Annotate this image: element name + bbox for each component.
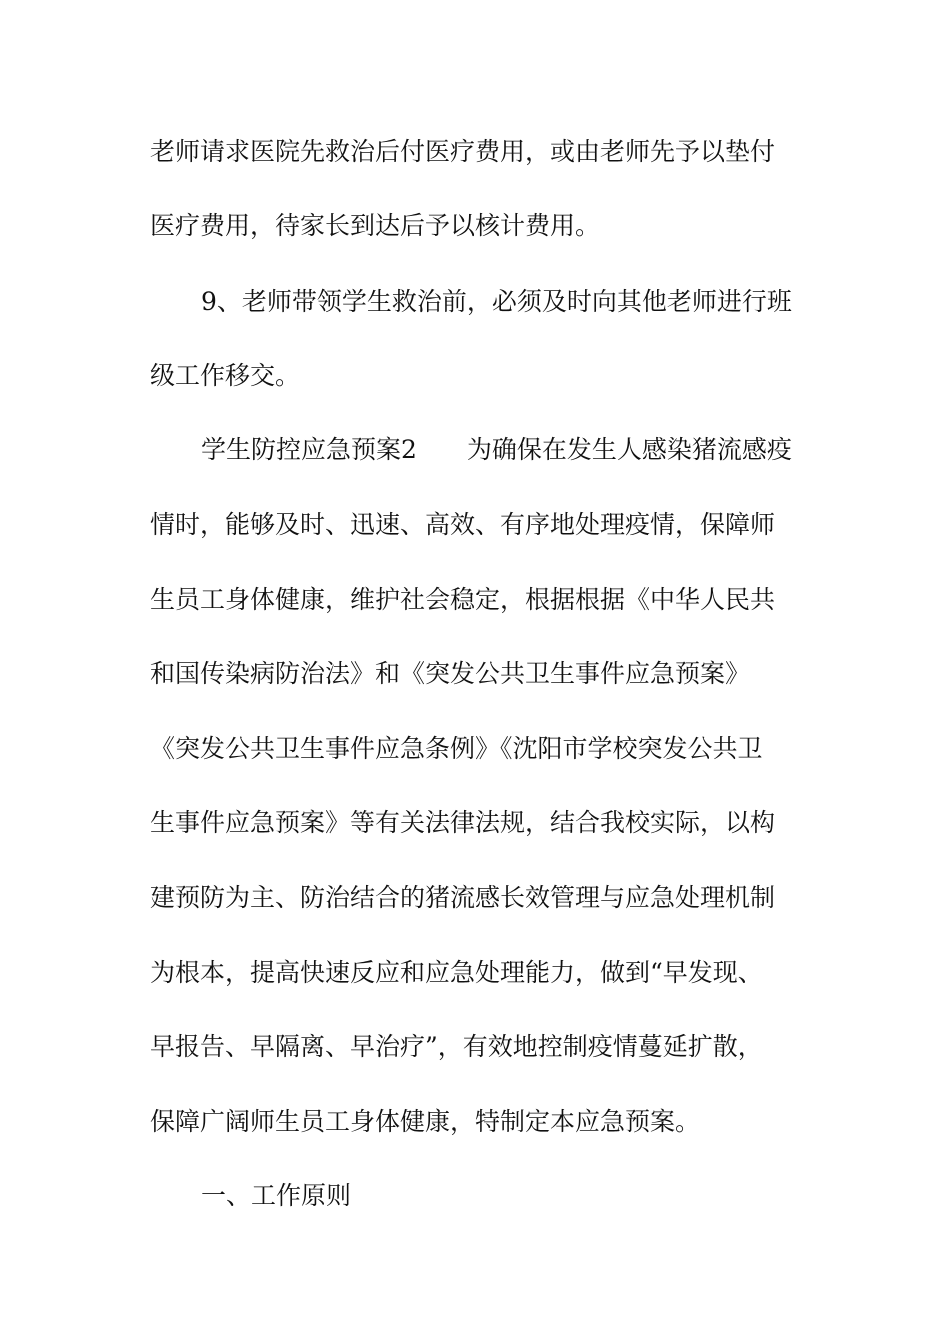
text-line-6: 情时，能够及时、迅速、高效、有序地处理疫情，保障师	[150, 510, 776, 539]
text-line-2: 医疗费用，待家长到达后予以核计费用。	[150, 211, 601, 240]
text-line-12: 为根本，提高快速反应和应急处理能力，做到“早发现、	[150, 958, 763, 987]
text-line-13: 早报告、早隔离、早治疗”，有效地控制疫情蔓延扩散，	[150, 1032, 763, 1061]
section-title-line: 学生防控应急预案2 为确保在发生人感染猪流感疫	[201, 435, 792, 464]
text-line-9: 《突发公共卫生事件应急条例》《沈阳市学校突发公共卫	[150, 734, 763, 763]
text-line-8: 和国传染病防治法》和《突发公共卫生事件应急预案》	[150, 659, 751, 688]
text-line-1: 老师请求医院先救治后付医疗费用，或由老师先予以垫付	[150, 137, 776, 166]
text-line-4: 级工作移交。	[150, 361, 301, 390]
text-line-7: 生员工身体健康，维护社会稳定，根据根据《中华人民共	[150, 585, 776, 614]
subheading-work-principles: 一、工作原则	[201, 1181, 352, 1210]
text-line-10: 生事件应急预案》等有关法律法规，结合我校实际，以构	[150, 808, 776, 837]
text-line-11: 建预防为主、防治结合的猪流感长效管理与应急处理机制	[150, 883, 776, 912]
text-line-14: 保障广阔师生员工身体健康，特制定本应急预案。	[150, 1107, 701, 1136]
text-line-3: 9、老师带领学生救治前，必须及时向其他老师进行班	[201, 287, 792, 316]
